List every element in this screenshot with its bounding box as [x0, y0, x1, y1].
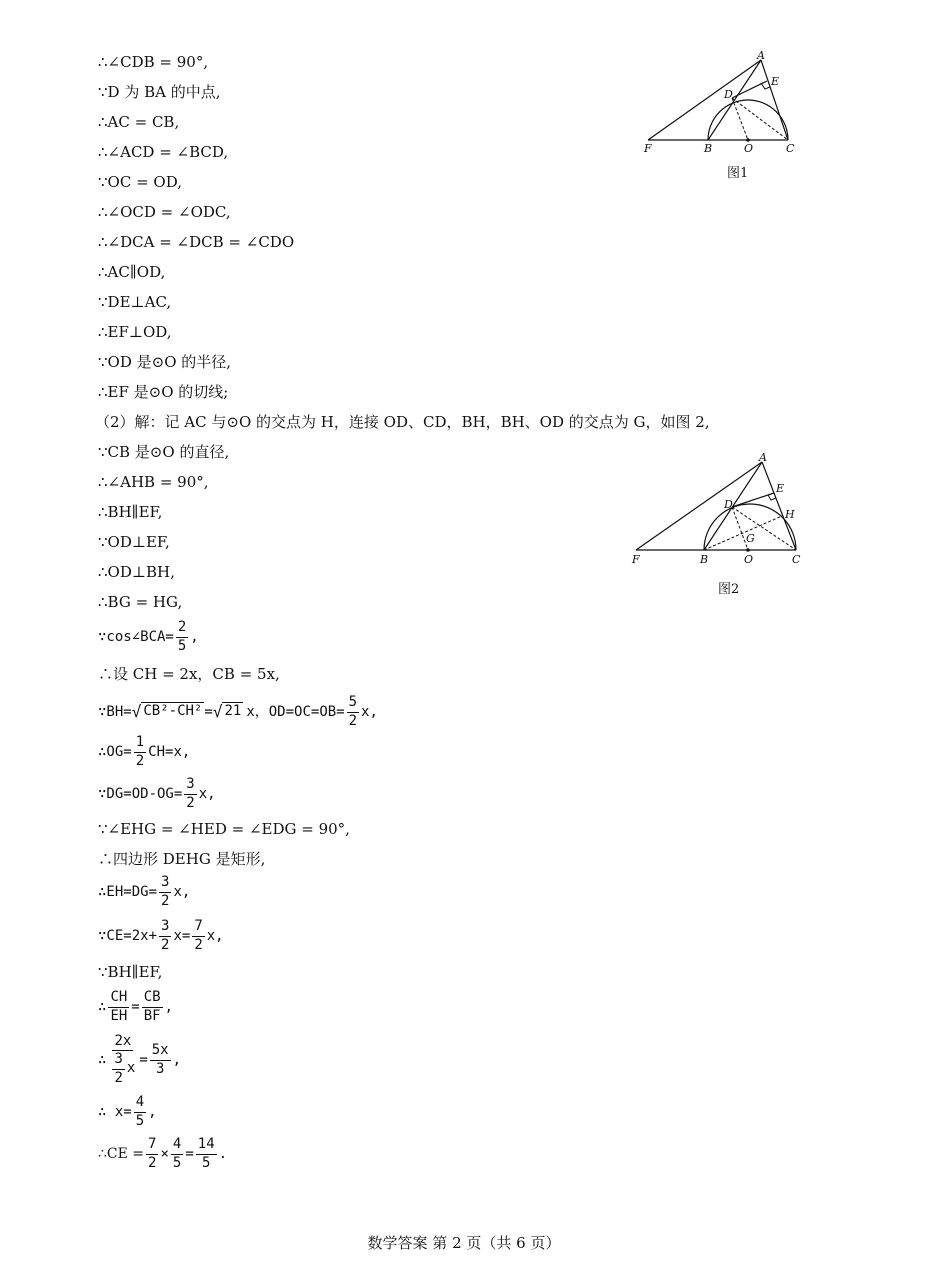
figure-1 [640, 48, 810, 160]
page-footer: 数学答案 第 2 页（共 6 页） [367, 1234, 561, 1252]
math-line-x [98, 1090, 157, 1134]
label-h: H [785, 508, 795, 521]
math-line-dg [98, 772, 216, 816]
fraction [159, 919, 171, 953]
math-line-eh [98, 870, 190, 914]
fraction [184, 777, 196, 811]
text-line: ∴设 CH = 2x，CB = 5x, [98, 665, 280, 683]
math-line-ce [98, 914, 224, 958]
label-g: G [746, 532, 755, 545]
math-text: x, [206, 928, 224, 944]
label-a: A [757, 49, 765, 62]
fraction [134, 1095, 146, 1129]
line-de [732, 493, 774, 507]
text-line: ∴∠AHB = 90°, [98, 473, 209, 491]
text-line: ∵∠EHG = ∠HED = ∠EDG = 90°, [98, 820, 350, 838]
math-line-bh [98, 690, 378, 734]
math-text: x [126, 1060, 136, 1077]
label-f: F [632, 553, 640, 566]
label-e: E [771, 75, 780, 88]
text-line: ∴BG = HG, [98, 593, 183, 611]
math-text: ∵CE=2x+ [98, 928, 158, 944]
text-line: ∴四边形 DEHG 是矩形, [98, 850, 266, 868]
figure-2-caption: 图2 [718, 582, 740, 597]
fraction [134, 735, 146, 769]
fraction [150, 1043, 171, 1077]
text-line: ∵OC = OD, [98, 173, 182, 191]
math-text: = [131, 999, 140, 1015]
label-b: B [704, 142, 713, 155]
numerator: 3 [112, 1052, 124, 1069]
denominator [108, 1051, 137, 1086]
math-text: CH=x, [148, 744, 191, 760]
denominator: BF [143, 1007, 161, 1024]
fraction [142, 990, 163, 1024]
math-text: = [185, 1146, 194, 1162]
math-text: ∵BH= [98, 704, 132, 720]
fraction [176, 620, 188, 654]
math-text: ∴ [98, 999, 107, 1015]
radicand: CB²-CH² [141, 702, 204, 721]
fraction [192, 919, 204, 953]
text-line: ∵OD⊥EF, [98, 533, 170, 551]
math-text: , [172, 1052, 182, 1068]
math-text: = [204, 704, 213, 720]
text-line: ∴∠CDB = 90°, [98, 53, 209, 71]
math-text: , [148, 1104, 157, 1120]
numerator: 1 [134, 735, 146, 752]
fraction [196, 1137, 217, 1171]
text-line: ∴AC = CB, [98, 113, 180, 131]
math-text: ∴ [98, 1052, 107, 1068]
denominator: 2 [114, 1069, 123, 1086]
math-text: x= [173, 928, 191, 944]
denominator: 3 [155, 1060, 165, 1077]
math-line-substitution [98, 1030, 181, 1090]
label-f: F [644, 142, 652, 155]
text-line: ∴∠DCA = ∠DCB = ∠CDO [98, 233, 295, 251]
math-text: . [218, 1146, 228, 1162]
figure-2 [628, 450, 808, 572]
text-line: ∴BH∥EF, [98, 503, 163, 521]
math-text: x，OD=OC=OB= [246, 704, 345, 720]
denominator: 2 [161, 936, 170, 953]
math-text: x, [198, 786, 216, 802]
denominator: 2 [135, 752, 145, 769]
fraction [347, 695, 359, 729]
figure-1-caption: 图1 [727, 166, 749, 181]
denominator: 2 [348, 712, 358, 729]
math-text: , [164, 999, 174, 1015]
denominator: 5 [177, 637, 187, 654]
denominator: 2 [148, 1154, 157, 1171]
denominator: 2 [186, 794, 195, 811]
label-a: A [759, 451, 767, 464]
label-e: E [776, 482, 785, 495]
text-line: ∴EF 是⊙O 的切线; [98, 383, 229, 401]
denominator: 5 [201, 1154, 211, 1171]
math-text: ∴ x= [98, 1104, 132, 1120]
numerator: 3 [184, 777, 196, 794]
label-c: C [786, 142, 795, 155]
numerator: 3 [159, 919, 171, 936]
numerator: 7 [146, 1137, 158, 1154]
label-c: C [792, 553, 801, 566]
label-d: D [724, 88, 733, 101]
label-o: O [744, 553, 754, 566]
denominator: 5 [172, 1154, 182, 1171]
fraction [108, 990, 129, 1024]
math-text: ∵cos∠BCA= [98, 629, 174, 645]
text-line: ∴∠ACD = ∠BCD, [98, 143, 229, 161]
text-line: ∵CB 是⊙O 的直径, [98, 443, 230, 461]
math-text: ∴EH=DG= [98, 884, 158, 900]
numerator: CB [142, 990, 163, 1007]
text-line: ∵D 为 BA 的中点, [98, 83, 221, 101]
radical-sign: √ [131, 702, 142, 722]
text-line: ∴OD⊥BH, [98, 563, 175, 581]
math-text: ∴OG= [98, 744, 132, 760]
denominator: 2 [161, 892, 170, 909]
text-line: ∴EF⊥OD, [98, 323, 172, 341]
math-line-cos [98, 615, 199, 659]
inner-fraction [112, 1052, 124, 1086]
compound-fraction [108, 1034, 137, 1086]
math-line-ratio [98, 985, 173, 1029]
line-ac [761, 60, 788, 140]
square-root [213, 702, 244, 721]
denominator: 5 [135, 1112, 145, 1129]
numerator: CH [108, 990, 129, 1007]
label-o: O [744, 142, 754, 155]
radical-sign: √ [212, 702, 223, 722]
math-text: x, [173, 884, 191, 900]
figure-2-diagram [628, 450, 808, 572]
math-text: , [190, 629, 199, 645]
numerator: 2 [176, 620, 188, 637]
math-text: × [160, 1146, 169, 1162]
numerator: 5x [150, 1043, 171, 1060]
math-line-og [98, 730, 190, 774]
figure-1-diagram [640, 48, 810, 160]
text-line: ∴∠OCD = ∠ODC, [98, 203, 231, 221]
numerator: 4 [171, 1137, 183, 1154]
text-line: ∴AC∥OD, [98, 263, 166, 281]
math-text: x, [361, 704, 378, 720]
text-line: （2）解：记 AC 与⊙O 的交点为 H，连接 OD、CD，BH，BH、OD 的交点为 G，如图 2, [95, 413, 710, 431]
label-d: D [724, 498, 733, 511]
math-line-final [98, 1132, 227, 1176]
numerator: 2x [112, 1034, 133, 1051]
math-text: = [139, 1052, 148, 1068]
fraction [146, 1137, 158, 1171]
center-point-o [746, 548, 750, 552]
numerator: 5 [347, 695, 359, 712]
denominator: 2 [194, 936, 203, 953]
radicand: 21 [222, 702, 243, 721]
square-root [132, 702, 205, 721]
text-line: ∵DE⊥AC, [98, 293, 172, 311]
fraction [159, 875, 171, 909]
numerator: 3 [159, 875, 171, 892]
numerator: 4 [134, 1095, 146, 1112]
line-ac [762, 462, 796, 550]
math-text: ∵DG=OD-OG= [98, 786, 183, 802]
numerator: 14 [196, 1137, 217, 1154]
text-line: ∵BH∥EF, [98, 963, 163, 981]
fraction [171, 1137, 183, 1171]
denominator: EH [110, 1007, 128, 1024]
math-text: ∴CE = [98, 1146, 145, 1162]
numerator: 7 [192, 919, 204, 936]
text-line: ∵OD 是⊙O 的半径, [98, 353, 232, 371]
label-b: B [700, 553, 709, 566]
